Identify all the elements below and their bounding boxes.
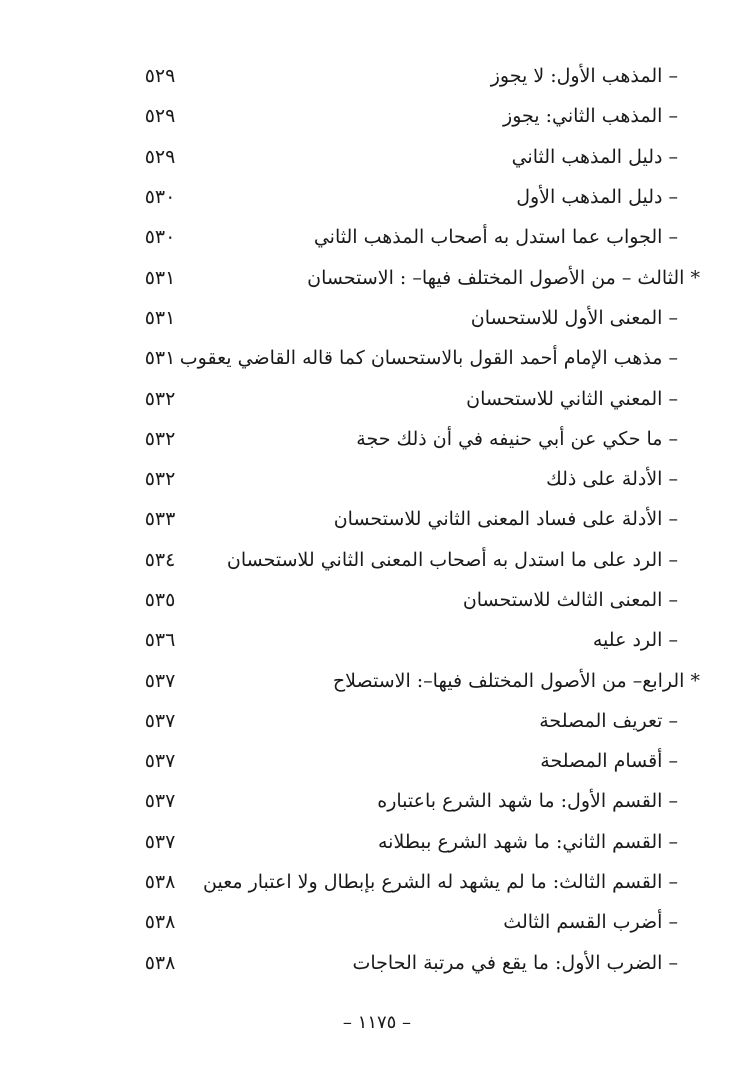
toc-entry-text: – دليل المذهب الأول: [516, 186, 678, 209]
toc-page-number: ٥٣٦: [144, 629, 176, 652]
toc-page-number: ٥٣٢: [144, 427, 176, 450]
toc-entry-text: – القسم الأول: ما شهد الشرع باعتباره: [377, 790, 678, 813]
toc-entry-text: – المذهب الأول: لا يجوز: [490, 65, 678, 88]
toc-entry-text: – تعريف المصلحة: [539, 709, 678, 732]
toc-page-number: ٥٣٢: [144, 387, 176, 410]
toc-entry-text: – دليل المذهب الثاني: [511, 145, 678, 168]
toc-row: [130, 96, 700, 136]
toc-row: [130, 540, 700, 580]
toc-page-number: ٥٢٩: [144, 105, 176, 128]
toc-row: [130, 499, 700, 539]
toc-entry-text: – الرد على ما استدل به أصحاب المعنى الثاني للاستحسان: [226, 548, 678, 571]
toc-row: [130, 701, 700, 741]
toc-entry-text: – الجواب عما استدل به أصحاب المذهب الثاني: [313, 226, 678, 249]
toc-heading-text: * الرابع– من الأصول المختلف فيها–: الاستصلاح: [332, 669, 700, 692]
toc-row: [130, 177, 700, 217]
toc-page-number: ٥٣٨: [144, 951, 176, 974]
toc-entry-text: – القسم الثالث: ما لم يشهد له الشرع بإبطال ولا اعتبار معين: [203, 871, 678, 894]
toc-page-number: ٥٣٥: [144, 589, 176, 611]
toc-page-number: ٥٣٠: [144, 226, 176, 249]
toc-page-number: ٥٣٧: [144, 830, 176, 853]
toc-entry-text: – الأدلة على فساد المعنى الثاني للاستحسان: [333, 508, 678, 531]
toc-page-number: ٥٣٧: [144, 709, 176, 732]
toc-row: [130, 419, 700, 459]
toc-page-number: ٥٣٧: [144, 790, 176, 813]
toc-row: [130, 620, 700, 660]
toc-heading-row: [130, 257, 700, 297]
toc-row: [130, 338, 700, 378]
toc-row: [130, 137, 700, 177]
toc-entry-text: – القسم الثاني: ما شهد الشرع ببطلانه: [377, 830, 678, 853]
toc-entry-text: – مذهب الإمام أحمد القول بالاستحسان كما قاله القاضي يعقوب: [179, 347, 678, 370]
toc-entry-text: – المعنى الثالث للاستحسان: [462, 589, 678, 611]
toc-entry-text: – المذهب الثاني: يجوز: [503, 105, 678, 128]
toc-row: [130, 56, 700, 96]
toc-row: [130, 580, 700, 620]
toc-entry-text: – الرد عليه: [592, 629, 678, 652]
page-number-footer: – ١١٧٥ –: [342, 1012, 412, 1033]
toc-row: [130, 378, 700, 418]
toc-page-number: ٥٣٠: [144, 186, 176, 209]
toc-entry-text: – المعني الثاني للاستحسان: [466, 387, 678, 410]
toc-row: [130, 217, 700, 257]
toc-entry-text: – الأدلة على ذلك: [546, 468, 678, 491]
toc-row: [130, 822, 700, 862]
toc-page-number: ٥٣٨: [144, 871, 176, 894]
toc-entry-text: – ما حكي عن أبي حنيفه في أن ذلك حجة: [356, 427, 678, 450]
toc-row: [130, 741, 700, 781]
toc-entry-text: – الضرب الأول: ما يقع في مرتبة الحاجات: [352, 951, 678, 974]
toc-heading-row: [130, 660, 700, 700]
toc-entry-text: – أضرب القسم الثالث: [503, 911, 678, 934]
toc-page-number: ٥٣٨: [144, 911, 176, 934]
toc-page-number: ٥٣٧: [144, 669, 176, 692]
toc-page-number: ٥٣٣: [144, 508, 176, 531]
toc-entry-text: – المعنى الأول للاستحسان: [470, 306, 678, 329]
toc-row: [130, 902, 700, 942]
toc-page-number: ٥٣٧: [144, 750, 176, 773]
table-of-contents: [130, 56, 700, 983]
toc-page-number: ٥٣٤: [144, 548, 176, 571]
toc-page-number: ٥٣١: [144, 347, 176, 370]
toc-page-number: ٥٣١: [144, 266, 176, 289]
toc-page-number: ٥٢٩: [144, 65, 176, 88]
toc-row: [130, 298, 700, 338]
toc-row: [130, 459, 700, 499]
toc-page-number: ٥٣١: [144, 306, 176, 329]
toc-row: [130, 781, 700, 821]
toc-page-number: ٥٣٢: [144, 468, 176, 491]
toc-row: [130, 862, 700, 902]
toc-heading-text: * الثالث – من الأصول المختلف فيها– : الاستحسان: [307, 266, 700, 289]
toc-page-number: ٥٢٩: [144, 145, 176, 168]
toc-entry-text: – أقسام المصلحة: [540, 750, 678, 773]
toc-row: [130, 943, 700, 983]
